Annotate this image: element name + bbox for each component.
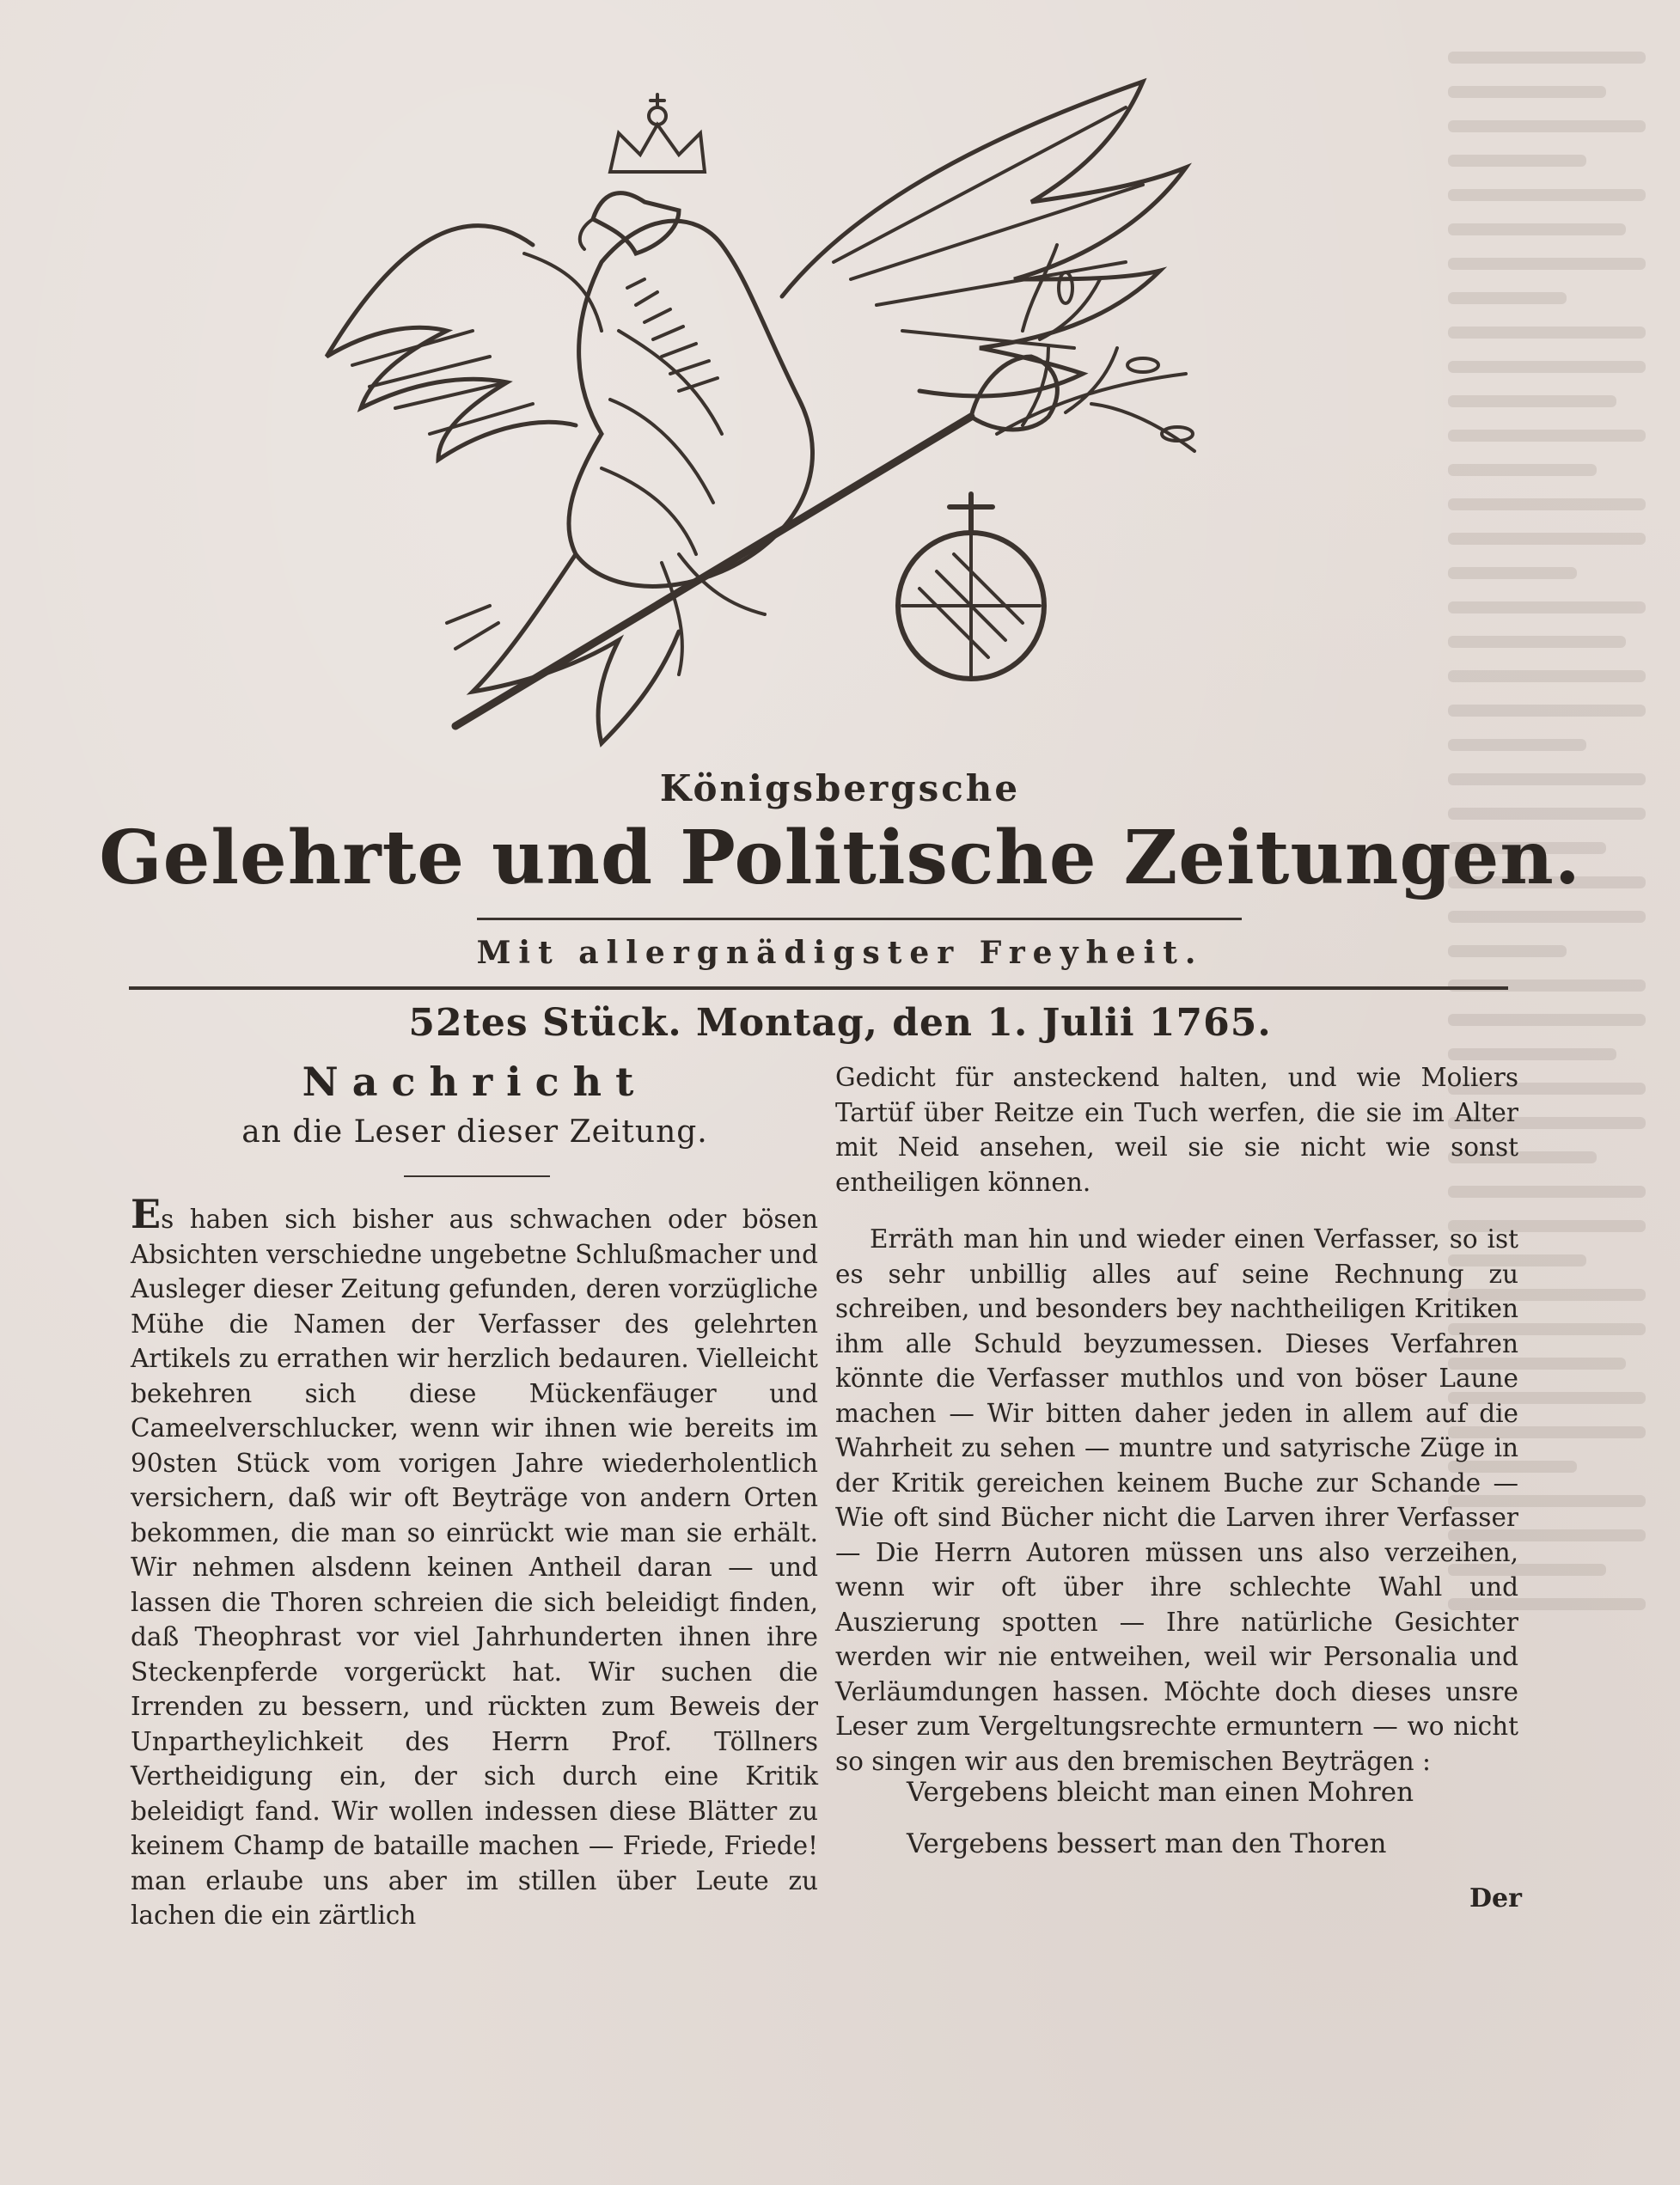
heading-divider — [404, 1175, 550, 1177]
masthead-pre-title: Königsbergsche — [659, 767, 1021, 809]
issue-line: 52tes Stück. Montag, den 1. Julii 1765. — [408, 1001, 1272, 1045]
catchword: Der — [1469, 1883, 1522, 1913]
masthead-title: Gelehrte und Politische Zeitungen. — [99, 815, 1581, 901]
article-subheading: an die Leser dieser Zeitung. — [241, 1114, 708, 1150]
drop-cap: E — [131, 1191, 162, 1237]
left-column-text — [131, 1191, 818, 1933]
privilege-line: Mit allergnädigster Freyheit. — [476, 935, 1204, 971]
right-column-paragraph-1: Gedicht für ansteckend halten, und wie Moliers Tartüf über Reitze ein Tuch werfen, die sie im Alter mit Neid ansehen, weil sie sie nicht wie sonst entheiligen können. — [835, 1063, 1518, 1197]
prussian-eagle-emblem — [318, 73, 1341, 760]
verse-line-2: Vergebens bessert man den Thoren — [907, 1828, 1387, 1859]
left-column-paragraph: s haben sich bisher aus schwachen oder bösen Absichten verschiedne ungebetne Schlußmacher und Ausleger dieser Zeitung gefunden, deren vorzügliche Mühe die Namen der Verfasser des gelehrten Artikels zu errathen wir herzlich bedauren. Vielleicht bekehren sich diese Mückenfäuger und Cameelverschlucker, wenn wir ihnen wie bereits im 90sten Stück vom vorigen Jahre wiederholentlich versichern, daß wir oft Beyträge von andern Orten bekommen, die man so einrückt wie man sie erhält. Wir nehmen alsdenn keinen Antheil daran — und lassen die Thoren schreien die sich beleidigt finden, daß Theophrast vor viel Jahrhunderten ihnen ihre Steckenpferde vorgerückt hat. Wir suchen die Irrenden zu bessern, und rückten zum Beweis der Unpartheylichkeit des Herrn Prof. Töllners Vertheidigung ein, der sich durch eine Kritik beleidigt fand. Wir wollen indessen diese Blätter zu keinem Champ de bataille machen — Friede, Friede! man erlaube uns aber im stillen über Leute zu lachen die ein zärtlich — [131, 1205, 818, 1930]
masthead-rule — [477, 918, 1242, 920]
article-heading: Nachricht — [302, 1059, 648, 1105]
issue-rule — [129, 986, 1508, 990]
verse-line-1: Vergebens bleicht man einen Mohren — [907, 1777, 1414, 1808]
right-column-paragraph-2: Erräth man hin und wieder einen Verfasser, so ist es sehr unbillig alles auf seine Rechnung zu schreiben, und besonders bey nachtheiligen Kritiken ihm alle Schuld beyzumessen. Dieses Verfahren könnte die Verfasser muthlos und von böser Laune machen — Wir bitten daher jeden in allem auf die Wahrheit zu sehen — muntre und satyrische Züge in der Kritik gereichen keinem Buche zur Schande — Wie oft sind Bücher nicht die Larven ihrer Verfasser — Die Herrn Autoren müssen uns also verzeihen, wenn wir oft über ihre schlechte Wahl und Auszierung spotten — Ihre natürliche Gesichter werden wir nie entweihen, weil wir Personalia und Verläumdungen hassen. Möchte doch dieses unsre Leser zum Vergeltungsrechte ermuntern — wo nicht so singen wir aus den bremischen Beyträgen : — [835, 1224, 1518, 1776]
